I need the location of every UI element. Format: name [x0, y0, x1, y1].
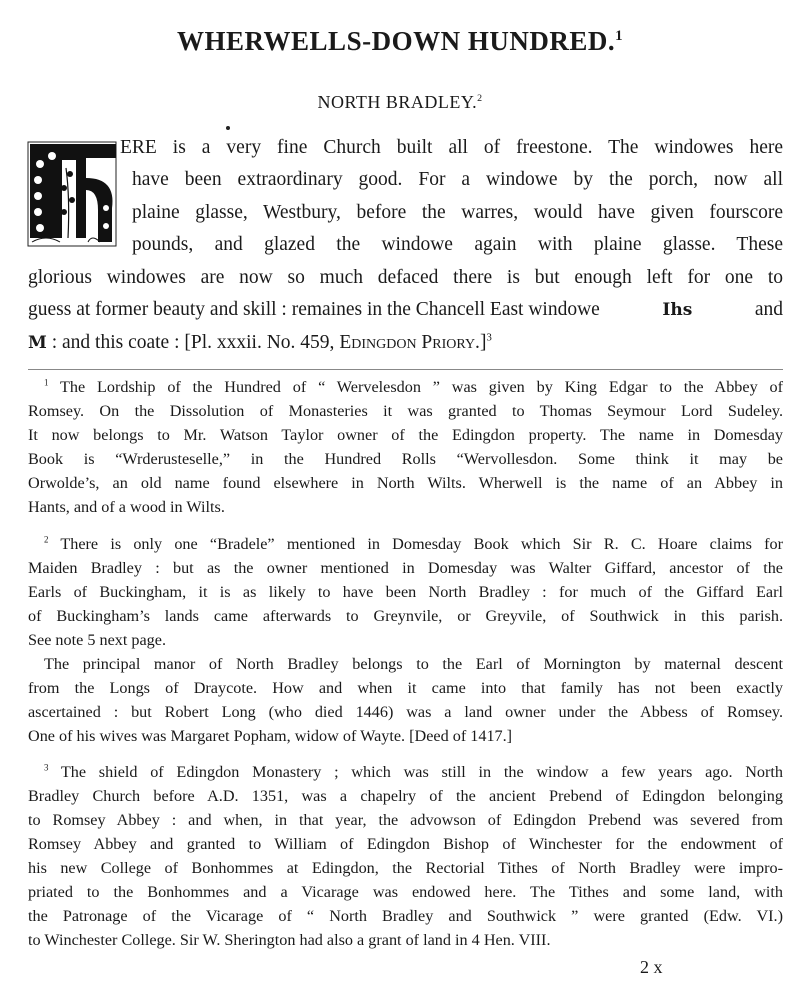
footnote-2-line: $^2$ There is only one “Bradele” mentioned in Domesday Book which Sir R. C. Hoare claims for: [44, 534, 783, 553]
footnote-divider: [28, 369, 783, 370]
footnote-ref-1: 1: [615, 28, 624, 44]
blackletter-ihs: Ihs: [662, 300, 693, 320]
footnote-2-para-line: from the Longs of Draycote. How and when it came into that family has not been exactly: [28, 679, 783, 697]
footnote-3-line: his new College of Bonhommes at Edingdon, the Rectorial Tithes of North Bradley were impro-: [28, 859, 783, 877]
text-line: ERE is a very fine Church built all of freestone. The windowes here: [120, 137, 783, 158]
section-title: NORTH BRADLEY.$^2$: [317, 92, 483, 112]
footnote-2-line: Earls of Buckingham, it is as likely to have been North Bradley : for much of the Giffard Earl: [28, 583, 783, 601]
footnote-1-line: Hants, and of a wood in Wilts.: [28, 498, 225, 516]
footnote-3-line: priated to the Bonhommes and a Vicarage was endowed here. The Tithes and some land, with: [28, 883, 783, 901]
footnote-2-para-line: ascertained : but Robert Long (who died 1446) was a land owner under the Abbess of Romsey.: [28, 703, 783, 721]
footnote-3-line: the Patronage of the Vicarage of “ North Bradley and Southwick ” were granted (Edw. VI.): [28, 907, 783, 925]
blackletter-m: M: [28, 333, 47, 353]
illuminated-drop-cap-h-icon: [26, 138, 120, 250]
signature-mark: 2 x: [640, 957, 663, 977]
footnote-2-line: of Buckingham’s lands came afterwards to Greynvile, or Greyvile, of Southwick in this parish.: [28, 607, 783, 625]
footnote-3-line: $^3$ The shield of Edingdon Monastery ; which was still in the window a few years ago. North: [44, 762, 783, 781]
footnote-ref-2: 2: [477, 93, 483, 104]
footnote-1-line: $^1$ The Lordship of the Hundred of “ Wervelesdon ” was given by King Edgar to the Abbey of: [44, 377, 783, 396]
footnote-1-line: It now belongs to Mr. Watson Taylor owner of the Edingdon property. The name in Domesday: [28, 426, 783, 444]
footnote-3-line: Romsey Abbey and granted to William of Edingdon Bishop of Winchester for the endowment of: [28, 835, 783, 853]
footnote-ref-3: 3: [486, 331, 492, 344]
text-line: M : and this coate : [Pl. xxxii. No. 459, Edingdon Priory.]$^3$: [28, 331, 492, 353]
footnote-2-para-line: One of his wives was Margaret Popham, widow of Wayte. [Deed of 1417.]: [28, 727, 513, 745]
page-title: WHERWELLS-DOWN HUNDRED.$^1$: [176, 26, 624, 56]
footnote-3-line: to Romsey Abbey : and when, in that year, the advowson of Edingdon Prebend was severed from: [28, 811, 783, 829]
footnote-1-line: Romsey. On the Dissolution of Monasteries it was granted to Thomas Seymour Lord Sudeley.: [28, 402, 783, 420]
footnote-2-para-line: The principal manor of North Bradley belongs to the Earl of Mornington by maternal descent: [44, 655, 783, 673]
text-line: have been extraordinary good. For a windowe by the porch, now all: [132, 169, 783, 190]
footnote-1-line: Book is “Wrderusteselle,” in the Hundred Rolls “Wervollesdon. Some think it may be: [28, 450, 783, 468]
speck: [226, 126, 230, 130]
text-line: guess at former beauty and skill : remaines in the Chancell East windowe Ihs and: [28, 299, 783, 320]
footnote-3-line: to Winchester College. Sir W. Sherington had also a grant of land in 4 Hen. VIII.: [28, 931, 551, 949]
footnote-1-line: Orwolde’s, an old name found elsewhere in North Wilts. Wherwell is the name of an Abbey in: [28, 474, 783, 492]
footnote-3-line: Bradley Church before A.D. 1351, was a chapelry of the ancient Prebend of Edingdon belonging: [28, 787, 783, 805]
footnote-2-line: See note 5 next page.: [28, 631, 166, 649]
footnote-2-line: Maiden Bradley : but as the owner mentioned in Domesday was Walter Giffard, ancestor of the: [28, 559, 783, 577]
text-line: pounds, and glazed the windowe again with plaine glasse. These: [132, 234, 783, 255]
text-line: plaine glasse, Westbury, before the warres, would have given fourscore: [132, 202, 783, 223]
text-line: glorious windowes are now so much defaced there is but enough left for one to: [28, 267, 783, 288]
